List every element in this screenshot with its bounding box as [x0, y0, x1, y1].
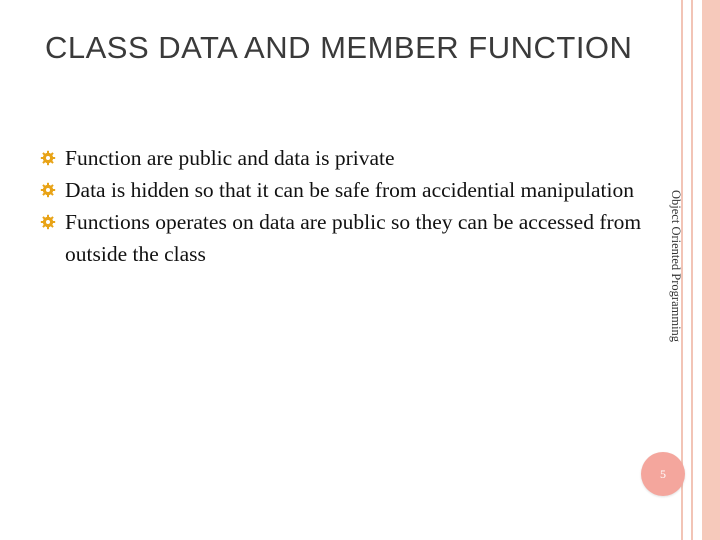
bullet-text: Data is hidden so that it can be safe from accidential manipulation: [65, 178, 634, 202]
page-number-badge: [641, 452, 685, 496]
side-rail-band: [702, 0, 720, 540]
bullet-item: [40, 142, 656, 174]
gear-icon: [40, 182, 56, 198]
gear-icon: [40, 214, 56, 230]
bullet-text: Function are public and data is private: [65, 146, 395, 170]
bullet-list: [40, 142, 656, 270]
course-label: Object Oriented Programming: [669, 190, 683, 343]
slide-title: CLASS DATA AND MEMBER FUNCTION: [45, 30, 633, 65]
side-rail-line-inner: [691, 0, 693, 540]
page-number: 5: [660, 466, 666, 481]
bullet-item: [40, 206, 656, 270]
gear-icon: [40, 150, 56, 166]
bullet-item: [40, 174, 656, 206]
bullet-text: Functions operates on data are public so they can be accessed from outside the class: [65, 210, 642, 266]
